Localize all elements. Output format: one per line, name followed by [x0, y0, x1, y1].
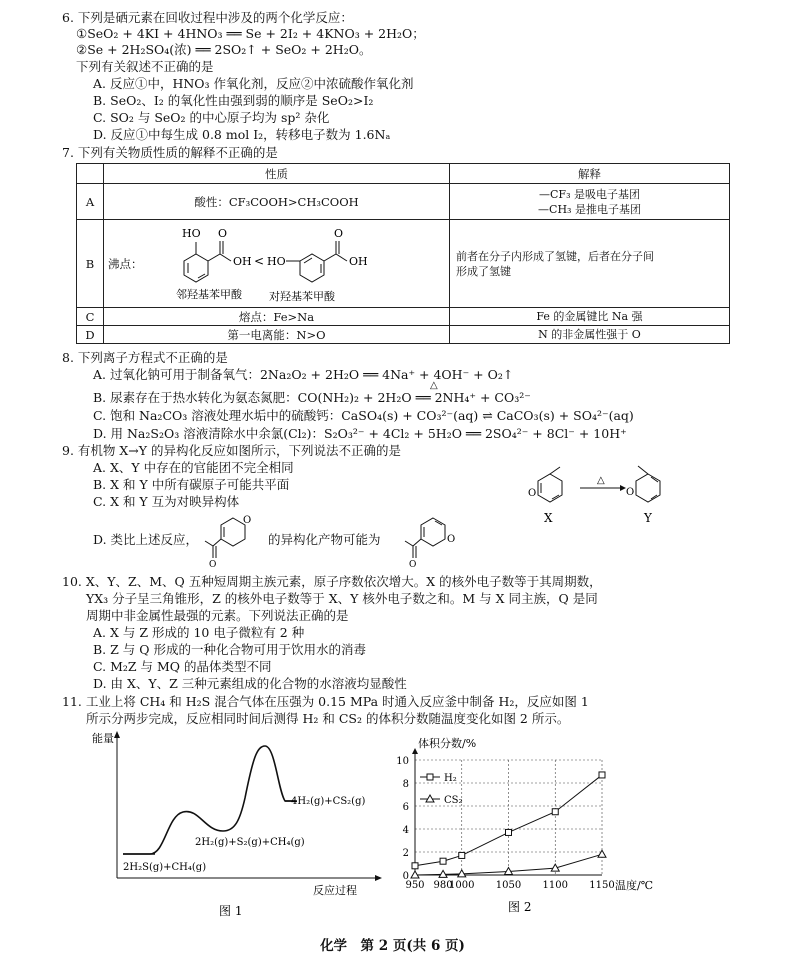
row-nature: 熔点：Fe>Na [104, 308, 450, 326]
fig2-y-tick-label: 10 [396, 756, 409, 767]
carbonyl-oxygen: O [409, 560, 417, 570]
heat-symbol: △ [430, 380, 438, 391]
ring-oxygen: O [243, 515, 252, 526]
fig2-x-tick-label: 1000 [449, 880, 475, 891]
q7-stem: 7. 下列有关物质性质的解释不正确的是 [62, 145, 278, 160]
q11-line2: 所示分两步完成，反应相同时间后测得 H₂ 和 CS₂ 的体积分数随温度变化如图 2 所示。 [86, 711, 570, 726]
fig2-y-tick-label: 0 [402, 871, 409, 882]
q9-optD-reactant-structure [205, 510, 265, 570]
q8-option-a: A. 过氧化钠可用于制备氧气：2Na₂O₂ + 2H₂O ══ 4Na⁺ + 4OH⁻ + O₂↑ [93, 367, 514, 382]
explain-line: 前者在分子内形成了氢键，后者在分子间 [456, 249, 654, 263]
ortho-hydroxybenzoic-acid-molecule [184, 241, 231, 282]
row-label: D [77, 326, 104, 344]
q9-option-a: A. X、Y 中存在的官能团不完全相同 [93, 460, 294, 475]
fig2-x-tick-label: 1050 [495, 880, 522, 891]
mol2-ho-label: HO [267, 255, 286, 268]
fig2-x-tick-label: 950 [405, 880, 425, 891]
q10-option-d: D. 由 X、Y、Z 三种元素组成的化合物的水溶液均显酸性 [93, 676, 407, 691]
q8-option-c: C. 饱和 Na₂CO₃ 溶液处理水垢中的硫酸钙：CaSO₄(s) + CO₃²⁻(aq) ⇌ CaCO₃(s) + SO₄²⁻(aq) [93, 408, 634, 423]
fig1-state-reactants: 2H₂S(g)+CH₄(g) [123, 862, 207, 873]
fig2-point-h2 [552, 809, 558, 815]
fig2-y-tick-label: 8 [402, 779, 409, 790]
fig1-x-arrowhead [375, 875, 382, 881]
fig2-point-h2 [506, 829, 512, 835]
fig2-x-tick-label: 1150 [589, 880, 615, 891]
fig2-caption: 图 2 [508, 900, 532, 914]
molecule-y [636, 466, 660, 502]
row-label: B [77, 220, 104, 308]
label-x: X [544, 511, 553, 525]
fig2-point-h2 [412, 863, 418, 869]
row-nature: 酸性：CF₃COOH>CH₃COOH [104, 184, 450, 220]
fig1-state-products: 4H₂(g)+CS₂(g) [291, 796, 366, 807]
q10-line2: YX₃ 分子呈三角锥形，Z 的核外电子数等于 X、Y 核外电子数之和。M 与 X 同主族，Q 是同 [86, 591, 598, 606]
q6-option-c: C. SO₂ 与 SeO₂ 的中心原子均为 sp² 杂化 [93, 110, 330, 125]
explain-line: —CH₃ 是推电子基团 [538, 202, 641, 216]
boiling-point-label: 沸点： [108, 257, 143, 271]
q8-option-d: D. 用 Na₂S₂O₃ 溶液清除水中余氯(Cl₂)：S₂O₃²⁻ + 4Cl₂ + 5H₂O ══ 2SO₄²⁻ + 8Cl⁻ + 10H⁺ [93, 426, 627, 441]
q6-ask: 下列有关叙述不正确的是 [76, 59, 214, 74]
q9-option-c: C. X 和 Y 互为对映异构体 [93, 494, 240, 509]
q9-option-d-prefix: D. 类比上述反应， [93, 532, 199, 547]
mol2-o-label: O [334, 227, 344, 240]
row-nature-structures [104, 220, 450, 308]
fig2-legend-marker-h2 [427, 774, 433, 780]
q8-option-b: B. 尿素存在于热水转化为氨态氮肥：CO(NH₂)₂ + 2H₂O ══ 2NH₄⁺ + CO₃²⁻ [93, 390, 531, 405]
row-explain: N 的非金属性强于 O [450, 326, 730, 344]
header-explain: 解释 [450, 164, 730, 184]
para-hydroxybenzoic-acid-molecule [286, 241, 347, 282]
compare-sign: < [254, 254, 265, 268]
fig1-energy-diagram [92, 728, 385, 923]
row-label: C [77, 308, 104, 326]
fig2-ylabel: 体积分数/% [418, 737, 477, 750]
fig1-state-intermediate: 2H₂(g)+S₂(g)+CH₄(g) [195, 837, 305, 848]
q6-option-d: D. 反应①中每生成 0.8 mol I₂，转移电子数为 1.6Nₐ [93, 127, 391, 142]
fig2-legend-label: CS₂ [444, 795, 463, 806]
q7-table [76, 163, 730, 344]
explain-line: 形成了氢键 [456, 264, 511, 278]
q11-line1: 11. 工业上将 CH₄ 和 H₂S 混合气体在压强为 0.15 MPa 时通入反应釜中制备 H₂，反应如图 1 [62, 694, 589, 709]
table-row [77, 308, 730, 326]
fig2-xlabel: 温度/℃ [615, 879, 654, 892]
arrow-heat-label: △ [597, 475, 605, 486]
table-row [77, 184, 730, 220]
table-row [77, 326, 730, 344]
q10-option-a: A. X 与 Z 形成的 10 电子微粒有 2 种 [93, 625, 305, 640]
x-ring-oxygen: O [528, 488, 537, 499]
fig1-xlabel: 反应过程 [313, 884, 357, 897]
hydroxybenzoic-acids-structures [104, 220, 434, 306]
row-nature: 第一电离能：N>O [104, 326, 450, 344]
q9-optD-product-structure [405, 510, 465, 570]
row-explain [450, 184, 730, 220]
fig2-point-h2 [599, 772, 605, 778]
fig2-x-tick-label: 1100 [542, 880, 568, 891]
mol1-name: 邻羟基苯甲酸 [176, 288, 242, 301]
header-nature: 性质 [104, 164, 450, 184]
q6-option-a: A. 反应①中，HNO₃ 作氧化剂，反应②中浓硫酸作氧化剂 [93, 76, 414, 91]
q10-line1: 10. X、Y、Z、M、Q 五种短周期主族元素，原子序数依次增大。X 的核外电子数等于其周期数， [62, 574, 602, 589]
y-ring-oxygen: O [626, 487, 635, 498]
fig2-point-h2 [459, 852, 465, 858]
table-header-row [77, 164, 730, 184]
mol1-oh-label: OH [233, 255, 252, 268]
q9-xy-reaction-scheme [520, 460, 690, 530]
molecule-x [538, 467, 562, 502]
fig2-point-h2 [440, 858, 446, 864]
q9-stem: 9. 有机物 X→Y 的异构化反应如图所示，下列说法不正确的是 [62, 443, 401, 458]
q10-option-c: C. M₂Z 与 MQ 的晶体类型不同 [93, 659, 272, 674]
fig2-y-tick-label: 4 [402, 825, 409, 836]
fig2-y-tick-label: 2 [402, 848, 409, 859]
carbonyl-oxygen: O [209, 560, 217, 570]
label-y: Y [644, 511, 652, 525]
ketone-oxygen: O [447, 534, 456, 545]
fig2-point-cs2 [598, 850, 606, 857]
fig1-y-arrowhead [114, 731, 120, 738]
table-row [77, 220, 730, 308]
q10-line3: 周期中非金属性最强的元素。下列说法正确的是 [86, 608, 349, 623]
explain-line: —CF₃ 是吸电子基团 [539, 187, 640, 201]
mol1-o-label: O [218, 227, 228, 240]
fig2-legend-label: H₂ [444, 773, 457, 784]
q6-eq2: ②Se + 2H₂SO₄(浓) ══ 2SO₂↑ + SeO₂ + 2H₂O。 [76, 42, 372, 57]
q9-option-d-mid: 的异构化产物可能为 [268, 532, 381, 547]
q6-option-b: B. SeO₂、I₂ 的氧化性由强到弱的顺序是 SeO₂>I₂ [93, 93, 374, 108]
fig1-ylabel: 能量 [92, 732, 114, 745]
q8-stem: 8. 下列离子方程式不正确的是 [62, 350, 228, 365]
mol2-oh-label: OH [349, 255, 368, 268]
row-explain: Fe 的金属键比 Na 强 [450, 308, 730, 326]
fig2-y-tick-label: 6 [402, 802, 409, 813]
fig2-axes [396, 748, 614, 891]
fig1-caption: 图 1 [219, 904, 243, 918]
row-label: A [77, 184, 104, 220]
fig2-line-chart [390, 735, 680, 920]
fig2-x-tick-label: 980 [433, 880, 453, 891]
q6-eq1: ①SeO₂ + 4KI + 4HNO₃ ══ Se + 2I₂ + 4KNO₃ + 2H₂O； [76, 26, 425, 41]
q6-stem: 6. 下列是硒元素在回收过程中涉及的两个化学反应： [62, 10, 353, 25]
q10-option-b: B. Z 与 Q 形成的一种化合物可用于饮用水的消毒 [93, 642, 366, 657]
mol1-ho-label: HO [182, 227, 201, 240]
row-explain [450, 220, 730, 308]
q9-option-b: B. X 和 Y 中所有碳原子可能共平面 [93, 477, 290, 492]
page-footer: 化学 第 2 页(共 6 页) [320, 938, 465, 954]
mol2-name: 对羟基苯甲酸 [269, 290, 335, 303]
